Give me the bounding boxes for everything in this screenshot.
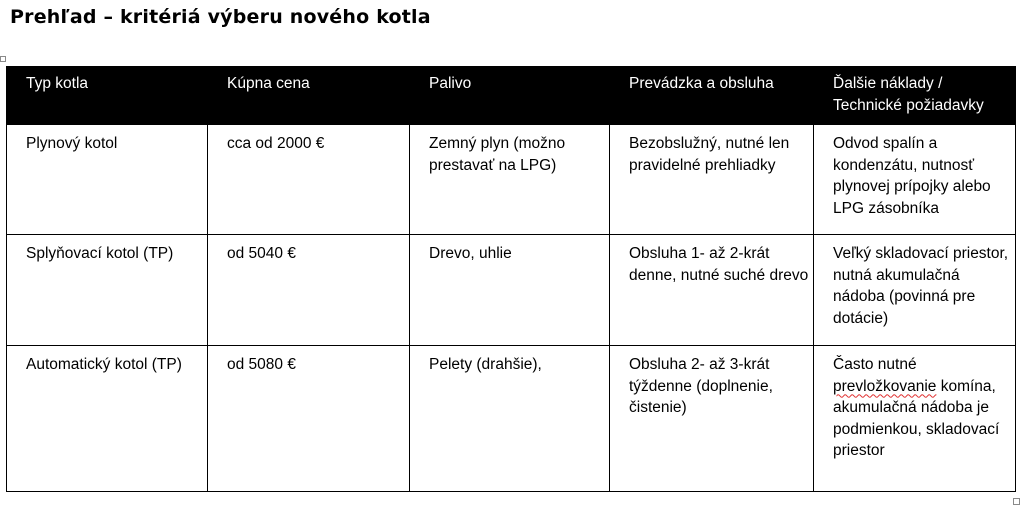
cell-operation: Bezobslužný, nutné len pravidelné prehliadky	[610, 125, 814, 235]
cell-boiler-type: Splyňovací kotol (TP)	[7, 235, 208, 346]
table-row	[7, 346, 1016, 492]
cell-purchase-price: od 5040 €	[208, 235, 410, 346]
table-row	[7, 235, 1016, 346]
table-resize-handle[interactable]	[1013, 498, 1020, 505]
cell-fuel: Zemný plyn (možno prestavať na LPG)	[410, 125, 610, 235]
header-purchase-price: Kúpna cena	[208, 67, 410, 125]
cell-other-costs	[814, 346, 1016, 492]
table-header-row	[7, 67, 1016, 125]
header-operation: Prevádzka a obsluha	[610, 67, 814, 125]
document-title: Prehľad – kritériá výberu nového kotla	[10, 6, 431, 28]
header-boiler-type: Typ kotla	[7, 67, 208, 125]
header-fuel: Palivo	[410, 67, 610, 125]
table-move-handle[interactable]	[0, 56, 6, 62]
cell-fuel: Pelety (drahšie),	[410, 346, 610, 492]
cell-purchase-price: od 5080 €	[208, 346, 410, 492]
cell-operation: Obsluha 2- až 3-krát týždenne (doplnenie, čistenie)	[610, 346, 814, 492]
cell-boiler-type: Automatický kotol (TP)	[7, 346, 208, 492]
table-row	[7, 125, 1016, 235]
header-other-costs: Ďalšie náklady / Technické požiadavky	[814, 67, 1016, 125]
cell-operation: Obsluha 1- až 2-krát denne, nutné suché drevo	[610, 235, 814, 346]
cell-boiler-type: Plynový kotol	[7, 125, 208, 235]
cell-purchase-price: cca od 2000 €	[208, 125, 410, 235]
boiler-comparison-table	[6, 66, 1016, 492]
cell-other-costs: Veľký skladovací priestor, nutná akumulačná nádoba (povinná pre dotácie)	[814, 235, 1016, 346]
costs-text-end: komína, akumulačná nádoba je podmienkou, skladovací priestor	[833, 377, 1000, 459]
costs-text-start: Často nutné	[833, 356, 917, 373]
cell-other-costs: Odvod spalín a kondenzátu, nutnosť plynovej prípojky alebo LPG zásobníka	[814, 125, 1016, 235]
misspelled-word[interactable]: prevložkovanie	[833, 377, 937, 395]
cell-fuel: Drevo, uhlie	[410, 235, 610, 346]
